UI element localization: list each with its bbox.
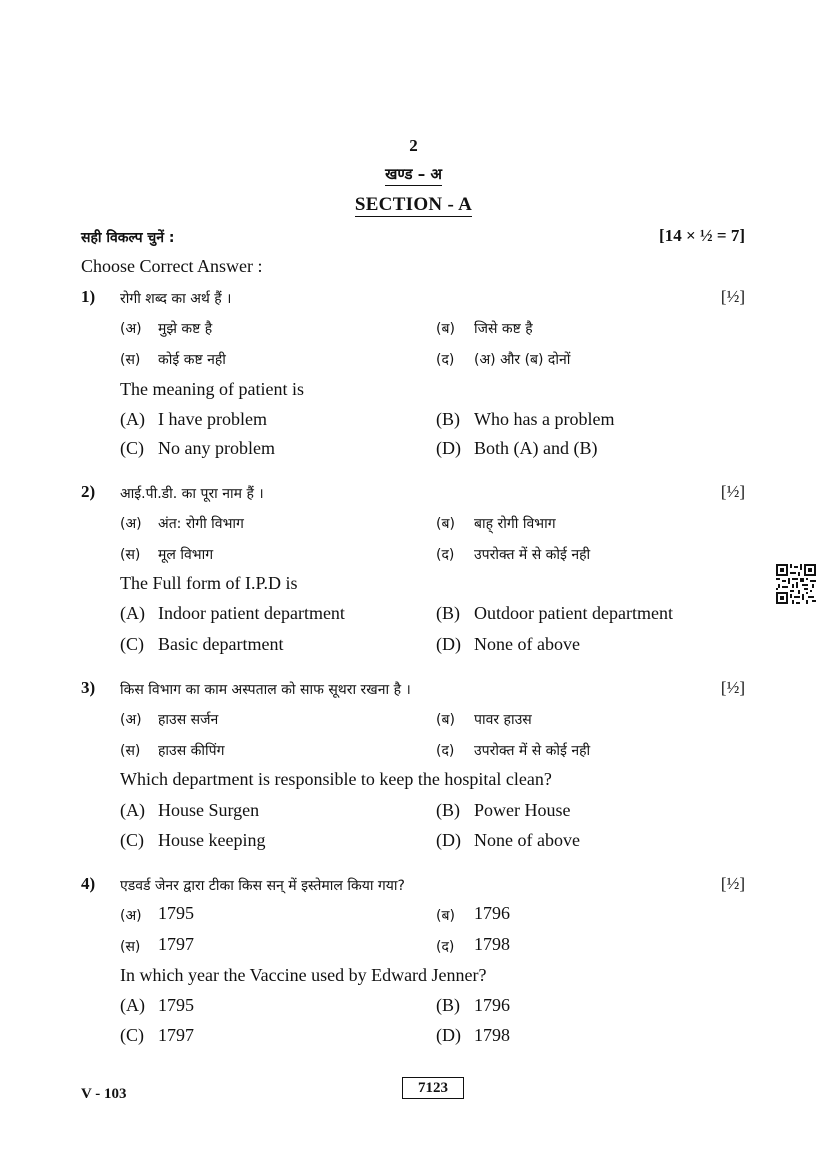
option-label: (ब) (436, 908, 455, 924)
option-label: (C) (120, 1025, 144, 1045)
option-label: (D) (436, 1025, 461, 1045)
option-label: (अ) (120, 712, 142, 728)
question-marks: [½] (720, 678, 745, 697)
option-label: (स) (120, 743, 141, 759)
option-text: जिसे कष्ट है (474, 321, 533, 337)
question-text-english: In which year the Vaccine used by Edward Jenner? (120, 965, 487, 985)
question-text-hindi: एडवर्ड जेनर द्वारा टीका किस सन् में इस्तेमाल किया गया? (120, 878, 405, 894)
option-text: Both (A) and (B) (474, 438, 598, 458)
question-number: 3) (81, 678, 96, 697)
option-label: (अ) (120, 516, 142, 532)
option-text: 1795 (158, 903, 194, 923)
option-label: (स) (120, 939, 141, 955)
option-label: (द) (436, 939, 455, 955)
option-label: (D) (436, 830, 461, 850)
option-text: हाउस सर्जन (158, 712, 219, 728)
option-label: (A) (120, 995, 145, 1015)
option-label: (द) (436, 352, 455, 368)
option-text: Outdoor patient department (474, 603, 673, 623)
option-text: मुझे कष्ट है (158, 321, 213, 337)
option-text: हाउस कीपिंग (158, 743, 225, 759)
question-marks: [½] (720, 482, 745, 501)
section-title-english: SECTION - A (354, 194, 473, 215)
instruction-english: Choose Correct Answer : (81, 256, 263, 276)
total-marks: [14 × ½ = 7] (659, 226, 745, 245)
option-text: None of above (474, 830, 580, 850)
option-text: Power House (474, 800, 571, 820)
option-label: (C) (120, 438, 144, 458)
option-label: (स) (120, 352, 141, 368)
option-label: (C) (120, 830, 144, 850)
option-text: No any problem (158, 438, 275, 458)
question-number: 4) (81, 874, 96, 893)
option-text: House Surgen (158, 800, 260, 820)
option-label: (B) (436, 603, 460, 623)
option-label: (स) (120, 547, 141, 563)
option-text: I have problem (158, 409, 267, 429)
option-text: Indoor patient department (158, 603, 345, 623)
option-text: बाह् रोगी विभाग (474, 516, 556, 532)
paper-code-box: 7123 (402, 1077, 464, 1099)
option-text: 1796 (474, 903, 510, 923)
qr-code (776, 564, 816, 604)
option-text: अंत: रोगी विभाग (158, 516, 244, 532)
option-label: (ब) (436, 516, 455, 532)
option-text: 1797 (158, 934, 194, 954)
option-label: (अ) (120, 908, 142, 924)
question-text-english: The Full form of I.P.D is (120, 573, 298, 593)
option-text: 1795 (158, 995, 194, 1015)
option-text: (अ) और (ब) दोनों (474, 352, 571, 368)
option-text: कोई कष्ट नही (158, 352, 226, 368)
option-text: मूल विभाग (158, 547, 214, 563)
option-text: पावर हाउस (474, 712, 532, 728)
option-text: उपरोक्त में से कोई नही (474, 743, 591, 759)
question-text-hindi: आई.पी.डी. का पूरा नाम हैं । (120, 486, 264, 502)
option-text: None of above (474, 634, 580, 654)
question-number: 1) (81, 287, 96, 306)
option-label: (द) (436, 547, 455, 563)
option-text: 1796 (474, 995, 510, 1015)
option-label: (B) (436, 995, 460, 1015)
option-label: (A) (120, 409, 145, 429)
option-text: Who has a problem (474, 409, 615, 429)
question-text-hindi: किस विभाग का काम अस्पताल को साफ सूथरा रखना है । (120, 682, 411, 698)
question-text-english: Which department is responsible to keep the hospital clean? (120, 769, 552, 789)
option-text: उपरोक्त में से कोई नही (474, 547, 591, 563)
option-label: (B) (436, 800, 460, 820)
option-label: (C) (120, 634, 144, 654)
option-label: (A) (120, 800, 145, 820)
option-text: 1797 (158, 1025, 194, 1045)
option-text: Basic department (158, 634, 284, 654)
section-title-hindi: खण्ड – अ (0, 164, 827, 184)
option-label: (D) (436, 438, 461, 458)
option-label: (B) (436, 409, 460, 429)
option-label: (ब) (436, 712, 455, 728)
option-text: House keeping (158, 830, 266, 850)
question-marks: [½] (720, 287, 745, 306)
question-number: 2) (81, 482, 96, 501)
page-number: 2 (409, 136, 418, 155)
footer-code: V - 103 (81, 1086, 127, 1102)
instruction-hindi: सही विकल्प चुनें : (81, 230, 175, 246)
question-text-english: The meaning of patient is (120, 379, 304, 399)
option-text: 1798 (474, 1025, 510, 1045)
question-marks: [½] (720, 874, 745, 893)
question-text-hindi: रोगी शब्द का अर्थ हैं । (120, 291, 232, 307)
option-label: (D) (436, 634, 461, 654)
option-label: (द) (436, 743, 455, 759)
option-label: (A) (120, 603, 145, 623)
option-label: (ब) (436, 321, 455, 337)
option-label: (अ) (120, 321, 142, 337)
option-text: 1798 (474, 934, 510, 954)
